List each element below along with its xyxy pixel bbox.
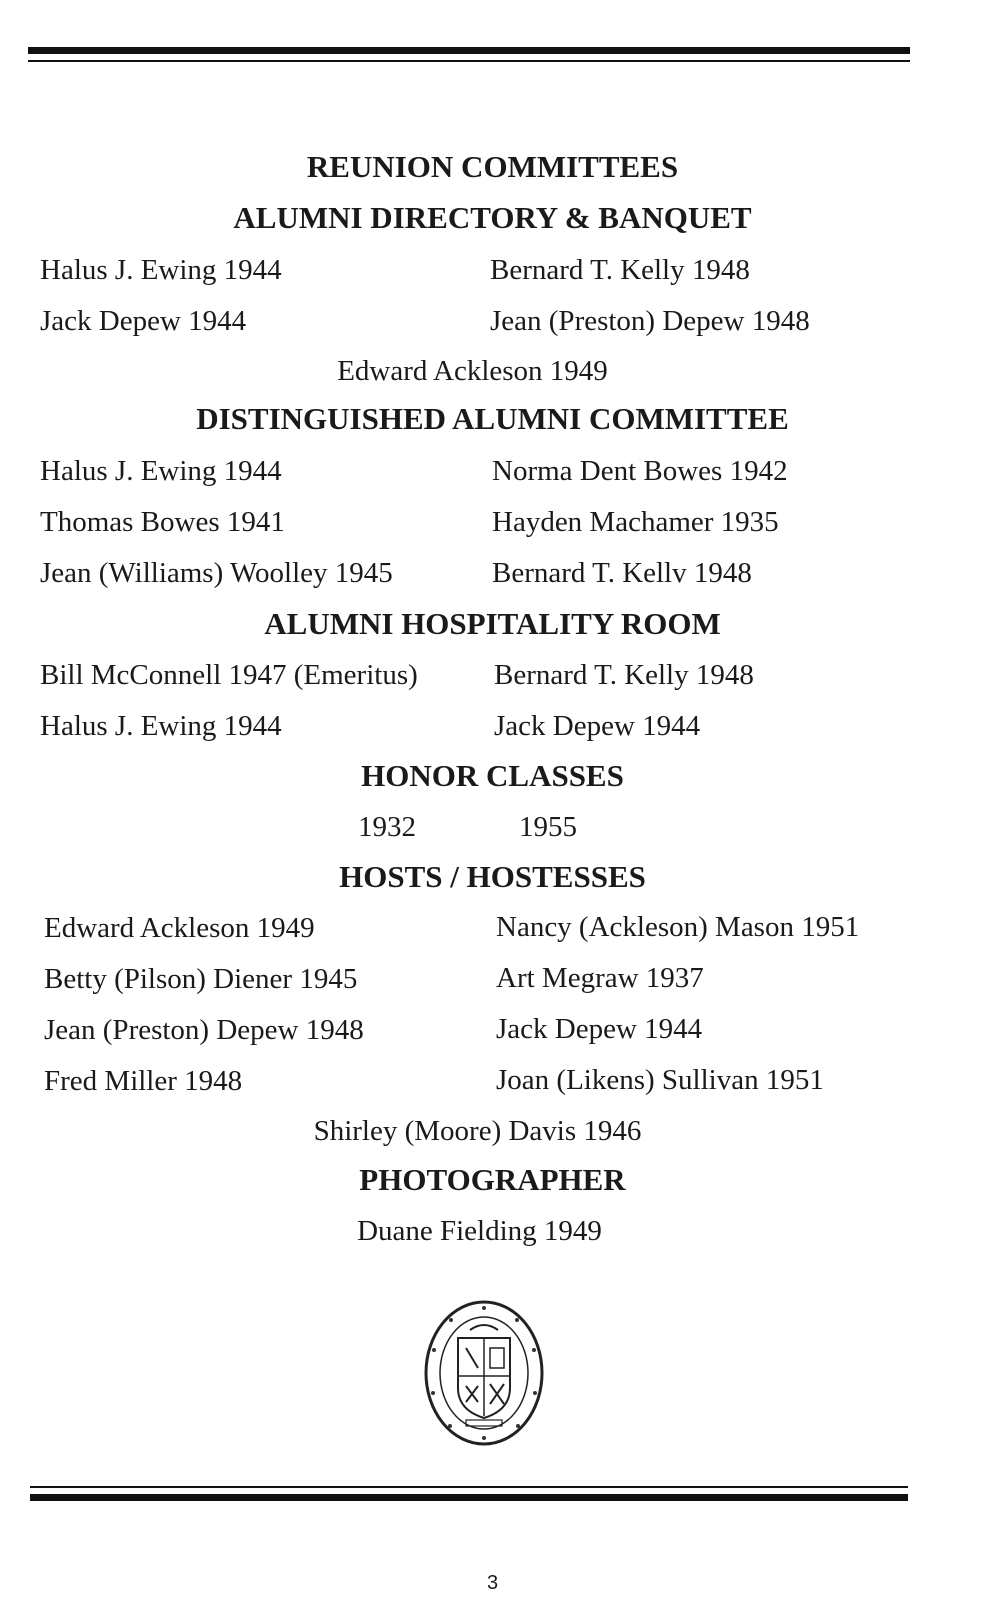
- directory-heading: ALUMNI DIRECTORY & BANQUET: [233, 200, 752, 235]
- hosts-right-2: Jack Depew 1944: [496, 1013, 703, 1045]
- hospitality-right-1: Jack Depew 1944: [494, 710, 701, 742]
- distinguished-left-0: Halus J. Ewing 1944: [40, 455, 282, 487]
- directory-center: Edward Ackleson 1949: [337, 355, 608, 387]
- hosts-left-2: Jean (Preston) Depew 1948: [44, 1014, 364, 1046]
- distinguished-left-2: Jean (Williams) Woolley 1945: [40, 557, 393, 589]
- top-rule-thin: [28, 60, 910, 62]
- directory-left-1: Jack Depew 1944: [40, 305, 247, 337]
- honor-heading: HONOR CLASSES: [361, 758, 624, 793]
- hosts-heading: HOSTS / HOSTESSES: [339, 859, 646, 894]
- directory-right-0: Bernard T. Kelly 1948: [490, 254, 750, 286]
- directory-left-0: Halus J. Ewing 1944: [40, 254, 282, 286]
- hosts-right-1: Art Megraw 1937: [496, 962, 704, 994]
- photographer-heading: PHOTOGRAPHER: [359, 1162, 626, 1197]
- hosts-right-0: Nancy (Ackleson) Mason 1951: [496, 911, 860, 943]
- hospitality-heading: ALUMNI HOSPITALITY ROOM: [264, 606, 721, 641]
- hospitality-right-0: Bernard T. Kelly 1948: [494, 659, 754, 691]
- distinguished-left-1: Thomas Bowes 1941: [40, 506, 285, 538]
- hosts-left-0: Edward Ackleson 1949: [44, 912, 315, 944]
- hosts-left-1: Betty (Pilson) Diener 1945: [44, 963, 358, 995]
- distinguished-heading: DISTINGUISHED ALUMNI COMMITTEE: [196, 401, 789, 436]
- honor-year-1: 1955: [519, 811, 577, 843]
- hosts-center: Shirley (Moore) Davis 1946: [313, 1115, 642, 1147]
- bottom-rule-thin: [30, 1486, 908, 1488]
- photographer-name: Duane Fielding 1949: [357, 1215, 602, 1247]
- honor-year-0: 1932: [358, 811, 416, 843]
- hospitality-left-0: Bill McConnell 1947 (Emeritus): [40, 659, 418, 691]
- hospitality-left-1: Halus J. Ewing 1944: [40, 710, 282, 742]
- distinguished-right-1: Hayden Machamer 1935: [492, 506, 779, 538]
- bottom-rule-thick: [30, 1494, 908, 1501]
- school-seal-icon: [422, 1298, 546, 1448]
- distinguished-right-0: Norma Dent Bowes 1942: [492, 455, 788, 487]
- hosts-right-3: Joan (Likens) Sullivan 1951: [496, 1064, 824, 1096]
- page-title: REUNION COMMITTEES: [306, 149, 679, 184]
- directory-right-1: Jean (Preston) Depew 1948: [490, 305, 810, 337]
- top-rule-thick: [28, 47, 910, 54]
- hosts-left-3: Fred Miller 1948: [44, 1065, 243, 1097]
- distinguished-right-2: Bernard T. Kellv 1948: [492, 557, 752, 589]
- page-number: 3: [486, 1572, 499, 1594]
